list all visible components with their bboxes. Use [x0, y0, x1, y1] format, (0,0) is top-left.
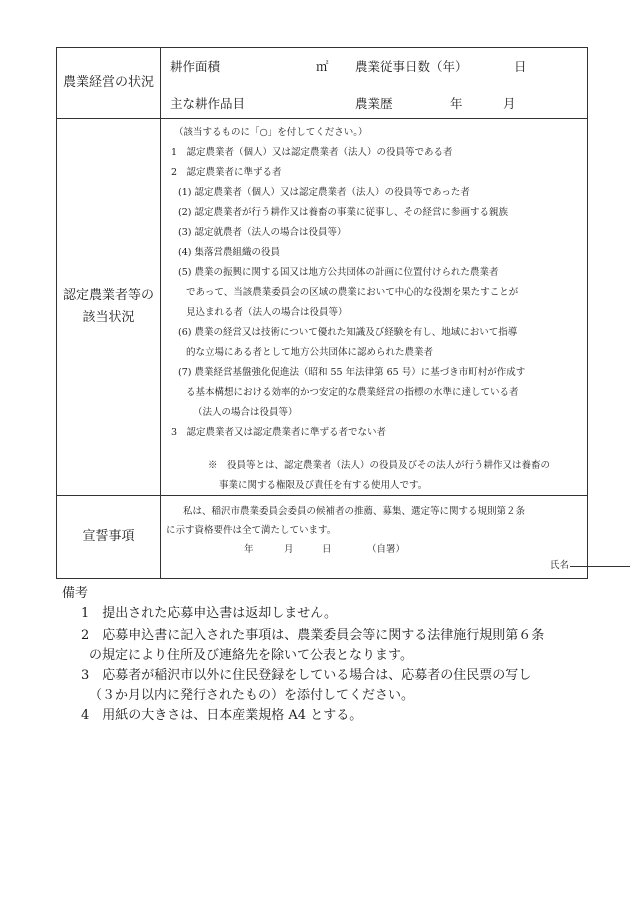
oath-row — [57, 496, 588, 579]
status-sub-5-cont: 見込まれる者（法人の場合は役員等） — [186, 307, 348, 318]
certified-status-label: 認定農業者等の 該当状況 — [57, 119, 161, 496]
oath-text-line2: に示す資格要件は全て満たしています。 — [166, 525, 337, 536]
status-option-1: 1 認定農業者（個人）又は認定農業者（法人）の役員等である者 — [171, 147, 453, 158]
status-sub-3: (3) 認定就農者（法人の場合は役員等） — [178, 227, 347, 238]
work-days-label: 農業従事日数（年） — [355, 59, 468, 74]
officer-definition-note: ※ 役員等とは、認定農業者（法人）の役員及びその法人が行う耕作又は養畜の — [208, 460, 551, 471]
oath-month: 月 — [284, 544, 294, 555]
remark-4: 4 用紙の大きさは、日本産業規格 A4 とする。 — [81, 708, 363, 723]
name-label: 氏名 — [550, 560, 570, 571]
oath-year: 年 — [244, 544, 254, 555]
days-unit: 日 — [514, 59, 527, 74]
status-sub-6-cont: 的な立場にある者として地方公共団体に認められた農業者 — [186, 347, 434, 358]
status-sub-2: (2) 認定農業者が行う耕作又は養畜の事業に従事し、その経営に参画する親族 — [178, 207, 508, 218]
area-unit: ㎡ — [316, 59, 329, 74]
cultivated-area-label: 耕作面積 — [170, 59, 221, 74]
status-instruction: （該当するものに「○」を付してください。） — [174, 127, 368, 138]
oath-text-line1: 私は、稲沢市農業委員会委員の候補者の推薦、募集、選定等に関する規則第２条 — [183, 506, 526, 517]
status-option-3: 3 認定農業者又は認定農業者に準ずる者でない者 — [171, 427, 387, 438]
remark-3-cont: （３か月以内に発行されたもの）を添付してください。 — [89, 688, 415, 703]
status-sub-7-cont: る基本構想における効率的かつ安定的な農業経営の指標の水準に達している者 — [186, 387, 519, 398]
certified-status-options — [161, 119, 588, 496]
farm-management-row — [57, 48, 588, 119]
remark-2-cont: の規定により住所及び連絡先を除いて公表となります。 — [89, 648, 413, 663]
signature-line — [570, 566, 630, 567]
signature-note: （自署） — [367, 544, 406, 555]
farm-management-label: 農業経営の状況 — [57, 48, 161, 119]
status-sub-7-cont: （法人の場合は役員等） — [193, 407, 298, 418]
status-option-2: 2 認定農業者に準ずる者 — [171, 167, 282, 178]
main-crop-label: 主な耕作品目 — [170, 96, 246, 111]
certified-status-row — [57, 119, 588, 496]
status-sub-5: (5) 農業の振興に関する国又は地方公共団体の計画に位置付けられた農業者 — [178, 267, 499, 278]
oath-content — [161, 496, 588, 579]
month-unit: 月 — [503, 96, 516, 111]
remarks-heading: 備考 — [62, 586, 89, 601]
farming-history-label: 農業歴 — [355, 96, 393, 111]
remark-2: 2 応募申込書に記入された事項は、農業委員会等に関する法律施行規則第６条 — [81, 628, 545, 643]
remark-3: 3 応募者が稲沢市以外に住民登録をしている場合は、応募者の住民票の写し — [81, 668, 532, 683]
status-sub-4: (4) 集落営農組織の役員 — [178, 247, 280, 258]
officer-definition-note-cont: 事業に関する権限及び責任を有する使用人です。 — [219, 480, 428, 491]
status-sub-1: (1) 認定農業者（個人）又は認定農業者（法人）の役員等であった者 — [178, 187, 470, 198]
application-form-table — [56, 47, 588, 579]
oath-day: 日 — [322, 544, 332, 555]
farm-management-fields — [161, 48, 588, 119]
year-unit: 年 — [450, 96, 463, 111]
status-sub-6: (6) 農業の経営又は技術について優れた知識及び経験を有し、地域において指導 — [178, 327, 518, 338]
status-sub-5-cont: であって、当該農業委員会の区域の農業において中心的な役割を果たすことが — [186, 287, 519, 298]
remark-1: 1 提出された応募申込書は返却しません。 — [81, 606, 338, 621]
oath-label: 宣誓事項 — [57, 496, 161, 579]
status-sub-7: (7) 農業経営基盤強化促進法（昭和 55 年法律第 65 号）に基づき市町村が作成す — [178, 367, 526, 378]
